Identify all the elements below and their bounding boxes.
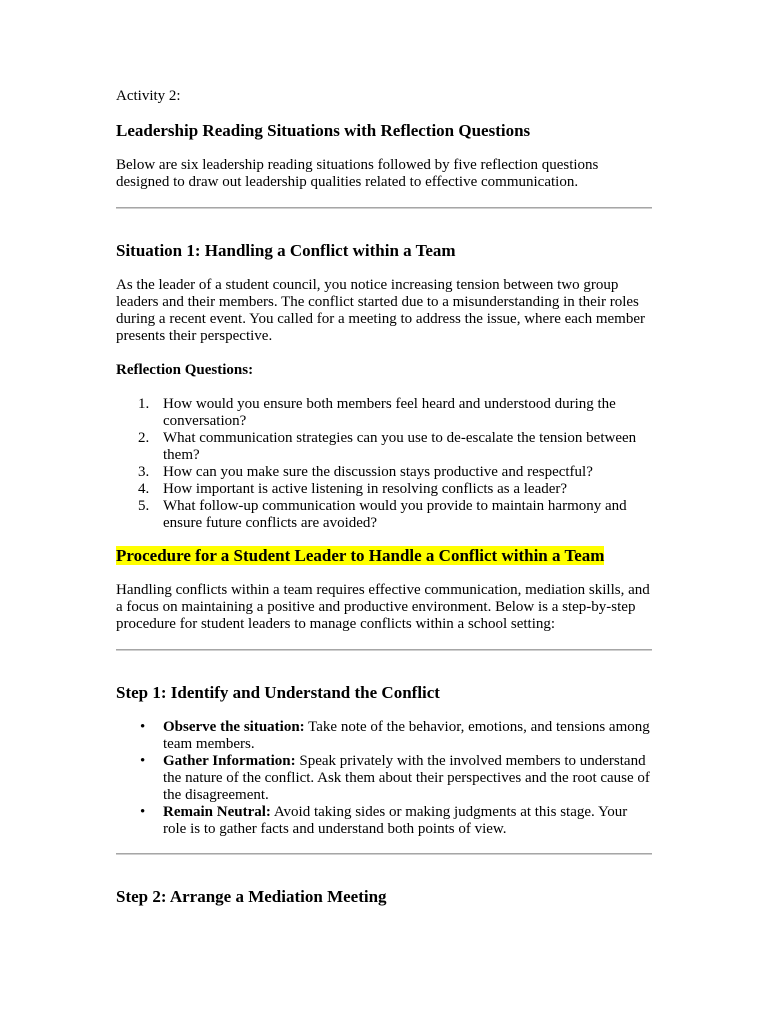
bullet-icon: • [140, 753, 146, 769]
list-item-number: 5. [138, 498, 150, 514]
bullet-icon: • [140, 804, 146, 820]
step-1-list [116, 719, 652, 838]
situation-1-heading: Situation 1: Handling a Conflict within a Team [116, 241, 456, 260]
step-2-heading: Step 2: Arrange a Mediation Meeting [116, 887, 387, 906]
procedure-heading [116, 546, 604, 566]
bullet-icon: • [140, 719, 146, 735]
list-item-text: How important is active listening in resolving conflicts as a leader? [163, 481, 568, 497]
reflection-questions-list [116, 396, 652, 532]
section-divider [116, 649, 652, 651]
list-item-text: What communication strategies can you use to de-escalate the tension between them? [163, 430, 637, 463]
list-item [116, 464, 652, 481]
list-item-text: Speak privately with the involved members to understand the nature of the conflict. Ask them about their perspectives and the root cause of the disagreement. [163, 753, 650, 803]
procedure-heading-highlight: Procedure for a Student Leader to Handle a Conflict within a Team [116, 546, 605, 565]
list-item-number: 4. [138, 481, 150, 497]
step-1-heading: Step 1: Identify and Understand the Conflict [116, 683, 440, 702]
procedure-description: Handling conflicts within a team requires effective communication, mediation skills, and a focus on maintaining a positive and productive environment. Below is a step-by-step procedure for student leaders to manage conflicts within a school setting: [116, 582, 650, 632]
activity-label: Activity 2: [116, 88, 181, 104]
situation-1-description: As the leader of a student council, you notice increasing tension between two group leaders and their members. The conflict started due to a misunderstanding in their roles during a recent event. You called for a meeting to address the issue, where each member presents their perspective. [116, 277, 645, 344]
list-item-number: 3. [138, 464, 150, 480]
list-item [116, 396, 652, 430]
list-item-text: How would you ensure both members feel heard and understood during the conversation? [163, 396, 616, 429]
list-item [116, 481, 652, 498]
list-item-number: 2. [138, 430, 150, 446]
list-item-text: How can you make sure the discussion stays productive and respectful? [163, 464, 593, 480]
list-item-term: Remain Neutral: [163, 804, 271, 820]
reflection-questions-label: Reflection Questions: [116, 362, 254, 378]
list-item-number: 1. [138, 396, 150, 412]
section-divider [116, 853, 652, 855]
list-item [116, 719, 652, 753]
list-item-text: Take note of the behavior, emotions, and tensions among team members. [163, 719, 650, 752]
list-item [116, 753, 652, 804]
intro-paragraph: Below are six leadership reading situations followed by five reflection questions designed to draw out leadership qualities related to effective communication. [116, 157, 599, 190]
list-item-term: Gather Information: [163, 753, 296, 769]
main-title: Leadership Reading Situations with Reflection Questions [116, 121, 531, 140]
list-item-text: What follow-up communication would you provide to maintain harmony and ensure future conflicts are avoided? [163, 498, 627, 531]
list-item [116, 498, 652, 532]
list-item [116, 804, 652, 838]
list-item [116, 430, 652, 464]
section-divider [116, 207, 652, 209]
list-item-term: Observe the situation: [163, 719, 305, 735]
list-item-text: Avoid taking sides or making judgments at this stage. Your role is to gather facts and understand both points of view. [163, 804, 628, 837]
